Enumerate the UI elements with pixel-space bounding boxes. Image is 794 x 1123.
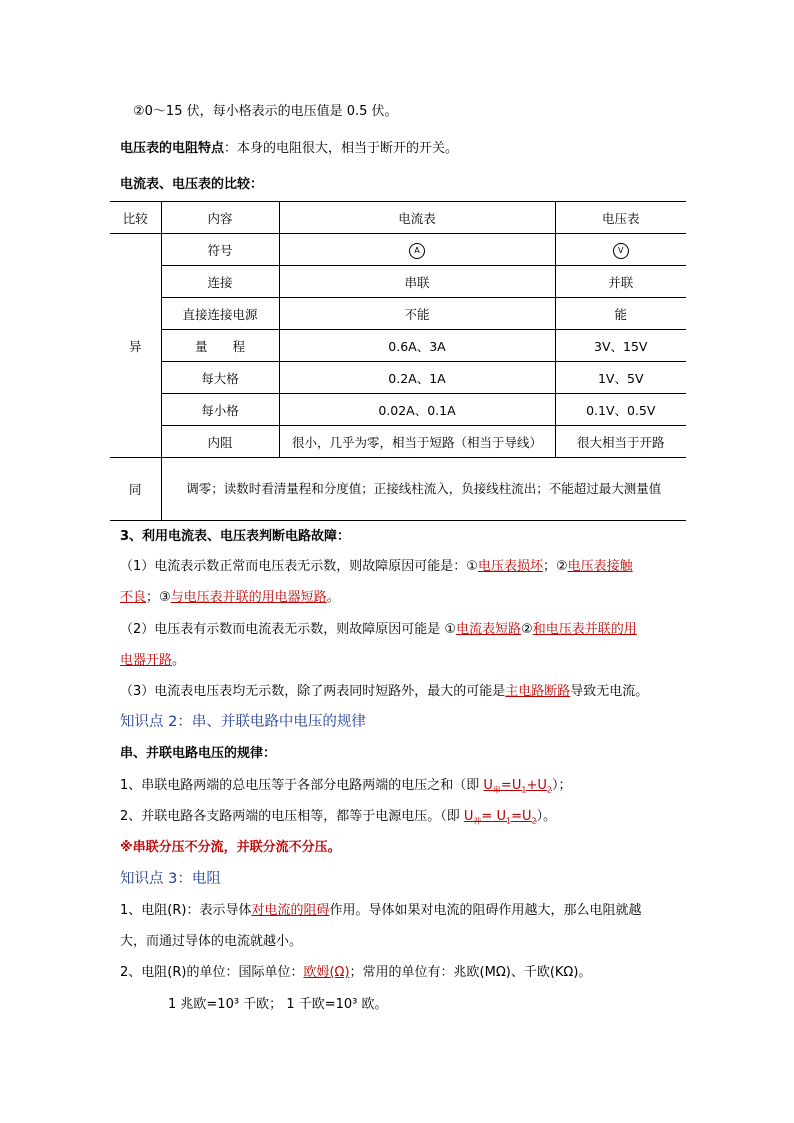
kp2-heading: 串、并联电路电压的规律： — [120, 746, 277, 761]
kp3-line2: 2、电阻(R)的单位：国际单位：欧姆(Ω)；常用的单位有：兆欧(MΩ)、千欧(KΩ)。 — [120, 965, 592, 980]
row-label: 量 程 — [161, 330, 279, 362]
header-voltmeter: 电压表 — [555, 202, 686, 234]
voltmeter-cell: 1V、5V — [555, 362, 686, 394]
group-same: 同 — [110, 458, 161, 521]
comparison-table — [110, 201, 686, 521]
table-row — [110, 298, 686, 330]
voltmeter-cell: 3V、15V — [555, 330, 686, 362]
resistance-text: ：本身的电阻很大，相当于断开的开关。 — [224, 141, 459, 156]
fault-p1-line1: （1）电流表示数正常而电压表无示数，则故障原因可能是：①电压表损坏；②电压表接触 — [120, 559, 633, 574]
kp3-answer: 对电流的阻碍 — [251, 903, 330, 918]
fault-answer: 电压表接触 — [567, 559, 633, 574]
fault-answer: 主电路断路 — [505, 684, 571, 699]
table-row — [110, 266, 686, 298]
table-header-row — [110, 202, 686, 234]
ammeter-cell: 串联 — [279, 266, 555, 298]
fault-answer: 和电压表并联的用 — [532, 622, 637, 637]
ammeter-cell: 很小，几乎为零，相当于短路（相当于导线） — [279, 426, 555, 458]
fault-p2-line2: 电器开路。 — [120, 653, 186, 668]
fault-answer: 电器开路 — [120, 653, 173, 668]
kp2-title: 知识点 2：串、并联电路中电压的规律 — [120, 714, 366, 730]
kp3-title: 知识点 3：电阻 — [120, 871, 221, 887]
table-row — [110, 330, 686, 362]
voltmeter-cell: 0.1V、0.5V — [555, 394, 686, 426]
kp3-line1-cont: 大，而通过导体的电流就越小。 — [120, 934, 303, 949]
kp3-line1: 1、电阻(R)：表示导体对电流的阻碍作用。导体如果对电流的阻碍作用越大，那么电阻就越 — [120, 903, 642, 918]
ammeter-cell: 0.6A、3A — [279, 330, 555, 362]
row-label: 每大格 — [161, 362, 279, 394]
resistance-heading: 电压表的电阻特点 — [120, 141, 225, 156]
table-row — [110, 362, 686, 394]
table-row — [110, 394, 686, 426]
table-row — [110, 234, 686, 266]
ammeter-cell: 0.2A、1A — [279, 362, 555, 394]
header-compare: 比较 — [110, 202, 161, 234]
ammeter-cell: 0.02A、0.1A — [279, 394, 555, 426]
voltmeter-cell: 并联 — [555, 266, 686, 298]
kp2-line2: 2、并联电路各支路两端的电压相等，都等于电源电压。（即 $U_并= U_1=U_2$）。 — [120, 809, 557, 826]
row-label: 直接连接电源 — [161, 298, 279, 330]
fault-answer: 电压表损坏 — [477, 559, 543, 574]
group-diff: 异 — [110, 234, 161, 458]
series-formula: $U_串=U_1+U_2$ — [483, 778, 552, 795]
same-text: 调零；读数时看清量程和分度值；正接线柱流入，负接线柱流出；不能超过最大测量值 — [161, 458, 686, 521]
fault-p2-line1: （2）电压表有示数而电流表无示数，则故障原因可能是 ①电流表短路②和电压表并联的用 — [120, 622, 637, 637]
resistance-paragraph — [120, 140, 458, 158]
voltmeter-cell: 很大相当于开路 — [555, 426, 686, 458]
row-label: 符号 — [161, 234, 279, 266]
ammeter-cell: 不能 — [279, 298, 555, 330]
header-content: 内容 — [161, 202, 279, 234]
row-label: 每小格 — [161, 394, 279, 426]
compare-heading: 电流表、电压表的比较： — [120, 177, 264, 192]
fault-p3: （3）电流表电压表均无示数，除了两表同时短路外，最大的可能是主电路断路导致无电流。 — [120, 684, 649, 699]
ammeter-symbol-icon: A — [409, 243, 425, 259]
table-row — [110, 458, 686, 521]
kp3-answer: 欧姆(Ω) — [303, 965, 350, 980]
parallel-formula: $U_并= U_1=U_2$ — [463, 809, 537, 826]
fault-p1-line2: 不良；③与电压表并联的用电器短路。 — [120, 590, 340, 605]
voltmeter-cell: 能 — [555, 298, 686, 330]
fault-answer: 不良 — [120, 590, 147, 605]
fault-heading: 3、利用电流表、电压表判断电路故障： — [120, 529, 351, 544]
header-ammeter: 电流表 — [279, 202, 555, 234]
voltmeter-symbol-icon: V — [613, 243, 629, 259]
row-label: 连接 — [161, 266, 279, 298]
table-row — [110, 426, 686, 458]
kp2-note: ※串联分压不分流，并联分流不分压。 — [120, 840, 341, 855]
fault-answer: 电流表短路 — [456, 622, 522, 637]
range-note: ②0～15 伏，每小格表示的电压值是 0.5 伏。 — [133, 104, 398, 119]
kp3-line3: 1 兆欧=10³ 千欧； 1 千欧=10³ 欧。 — [168, 997, 388, 1012]
row-label: 内阻 — [161, 426, 279, 458]
kp2-line1: 1、串联电路两端的总电压等于各部分电路两端的电压之和（即 $U_串=U_1+U_2$）； — [120, 778, 572, 795]
fault-answer: 与电压表并联的用电器短路 — [170, 590, 327, 605]
